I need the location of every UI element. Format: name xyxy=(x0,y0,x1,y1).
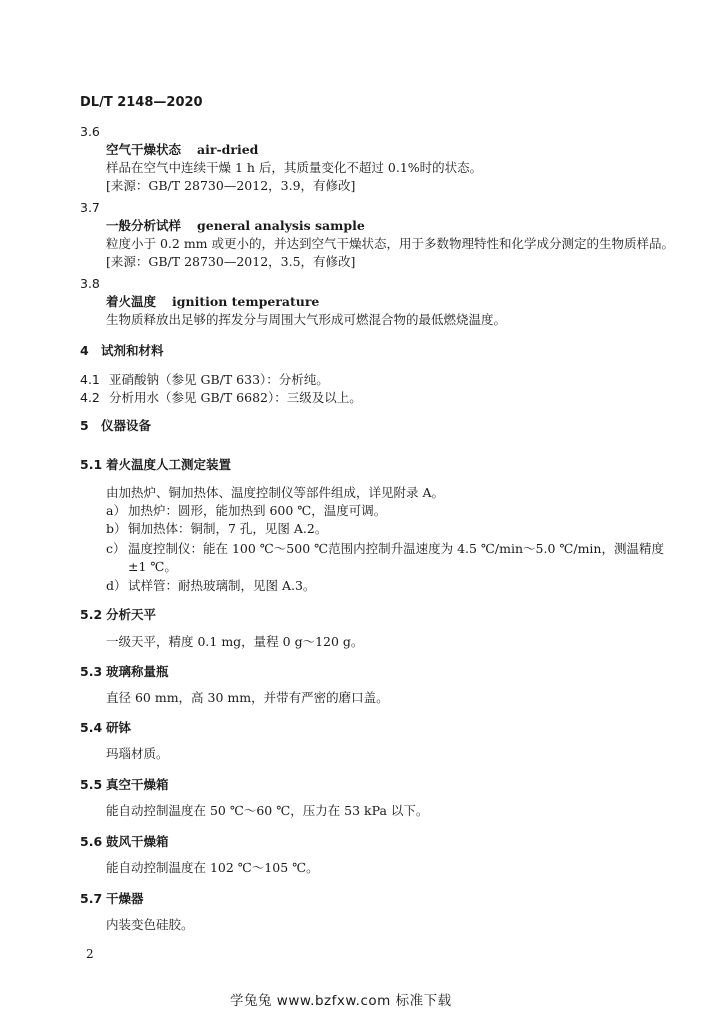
list-item-text: 加热炉：圆形，能加热到 600 ℃，温度可调。 xyxy=(128,503,387,518)
clause-number: 4.1 xyxy=(80,372,100,387)
subsection-title: 干燥器 xyxy=(106,891,144,906)
list-item-text: 试样管：耐热玻璃制，见图 A.3。 xyxy=(128,578,316,593)
section-title: 仪器设备 xyxy=(101,418,152,433)
term-title xyxy=(106,218,365,234)
subsection-title: 玻璃称量瓶 xyxy=(106,664,169,679)
standard-number: DL/T 2148—2020 xyxy=(80,95,203,110)
term-title-cn: 一般分析试样 xyxy=(106,218,182,233)
term-definition: 生物质释放出足够的挥发分与周围大气形成可燃混合物的最低燃烧温度。 xyxy=(106,312,507,327)
page-number: 2 xyxy=(86,947,94,961)
subsection-title: 着火温度人工测定装置 xyxy=(106,457,232,472)
list-item-mark: d） xyxy=(106,578,127,593)
subsection-number: 5.4 xyxy=(80,720,103,735)
footer-watermark: 学兔兔 www.bzfxw.com 标准下载 xyxy=(230,993,452,1009)
subsection-number: 5.3 xyxy=(80,664,103,679)
subsection-text: 内装变色硅胶。 xyxy=(106,917,194,932)
subsection-title: 研钵 xyxy=(106,720,132,735)
subsection-number: 5.5 xyxy=(80,777,103,792)
term-definition: 样品在空气中连续干燥 1 h 后，其质量变化不超过 0.1%时的状态。 xyxy=(106,160,483,175)
term-title-en: air-dried xyxy=(197,142,259,157)
subsection-number: 5.2 xyxy=(80,607,103,622)
list-item-continuation: ±1 ℃。 xyxy=(128,559,177,574)
subsection-title: 鼓风干燥箱 xyxy=(106,834,169,849)
clause-text: 亚硝酸钠（参见 GB/T 633）：分析纯。 xyxy=(109,372,329,387)
subsection-title: 真空干燥箱 xyxy=(106,777,169,792)
subsection-number: 5.6 xyxy=(80,834,103,849)
list-item-mark: c） xyxy=(106,541,126,556)
section-title: 试剂和材料 xyxy=(101,343,164,358)
term-number: 3.6 xyxy=(80,124,100,139)
term-source: [来源：GB/T 28730—2012，3.9，有修改] xyxy=(106,178,356,193)
section-number: 4 xyxy=(80,343,89,358)
subsection-text: 能自动控制温度在 102 ℃～105 ℃。 xyxy=(106,860,319,875)
subsection-text: 玛瑙材质。 xyxy=(106,746,169,761)
subsection-number: 5.1 xyxy=(80,457,103,472)
subsection-text: 能自动控制温度在 50 ℃～60 ℃，压力在 53 kPa 以下。 xyxy=(106,803,429,818)
term-title xyxy=(106,142,258,158)
subsection-number: 5.7 xyxy=(80,891,103,906)
list-item-mark: b） xyxy=(106,521,127,536)
term-title-cn: 空气干燥状态 xyxy=(106,142,182,157)
term-title xyxy=(106,294,319,310)
term-definition: 粒度小于 0.2 mm 或更小的，并达到空气干燥状态，用于多数物理特性和化学成分测定的生物质样品。 xyxy=(106,236,675,251)
list-item-mark: a） xyxy=(106,503,126,518)
term-title-en: ignition temperature xyxy=(172,294,320,309)
subsection-text: 一级天平，精度 0.1 mg，量程 0 g～120 g。 xyxy=(106,634,364,649)
list-item-text: 温度控制仪：能在 100 ℃～500 ℃范围内控制升温速度为 4.5 ℃/min～5.0 ℃/min，测温精度 xyxy=(128,541,664,556)
term-number: 3.8 xyxy=(80,276,100,291)
section-number: 5 xyxy=(80,418,89,433)
subsection-title: 分析天平 xyxy=(106,607,157,622)
term-title-en: general analysis sample xyxy=(197,218,365,233)
term-source: [来源：GB/T 28730—2012，3.5，有修改] xyxy=(106,254,356,269)
clause-number: 4.2 xyxy=(80,390,100,405)
subsection-text: 直径 60 mm，高 30 mm，并带有严密的磨口盖。 xyxy=(106,690,389,705)
subsection-intro: 由加热炉、铜加热体、温度控制仪等部件组成，详见附录 A。 xyxy=(106,485,445,500)
term-title-cn: 着火温度 xyxy=(106,294,157,309)
list-item-text: 铜加热体：铜制，7 孔，见图 A.2。 xyxy=(128,521,328,536)
term-number: 3.7 xyxy=(80,200,100,215)
clause-text: 分析用水（参见 GB/T 6682）：三级及以上。 xyxy=(109,390,362,405)
